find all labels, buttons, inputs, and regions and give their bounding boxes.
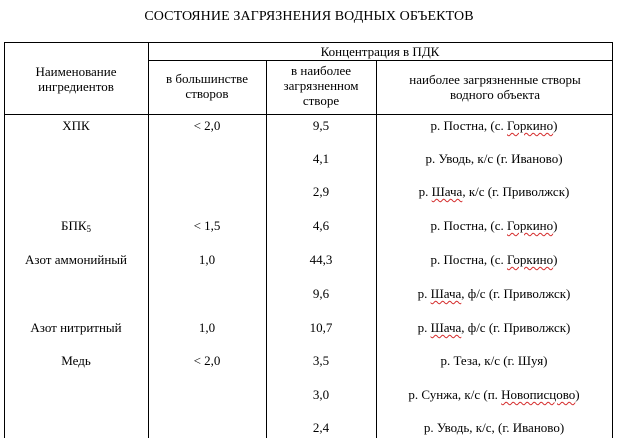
- ingredient-name: [4, 218, 148, 237]
- ingredient-name: [4, 320, 148, 335]
- most-polluted-value: 3,0: [312, 387, 330, 402]
- majority-value: < 1,5: [193, 218, 221, 233]
- most-polluted-value: 2,9: [312, 184, 330, 199]
- site-text-suffix: ): [553, 218, 558, 233]
- column-divider-1: [148, 42, 149, 438]
- site-text-prefix: р. Постна, (с.: [430, 118, 508, 133]
- site-text-prefix: р. Теза, к/с (г. Шуя): [440, 353, 548, 368]
- ingredient-name-text: Азот аммонийный: [25, 252, 127, 267]
- most-polluted-value: 4,6: [312, 218, 330, 233]
- site-text-prefix: р. Уводь, к/с (г. Иваново): [425, 151, 563, 166]
- site-text-spellcheck-flagged: Горкино: [507, 218, 554, 233]
- site-text-spellcheck-flagged: Шача: [430, 320, 462, 335]
- site-text-suffix: , к/с (г. Приволжск): [462, 184, 570, 199]
- site-text-suffix: , ф/с (г. Приволжск): [461, 286, 571, 301]
- site-text-prefix: р.: [417, 320, 431, 335]
- site-text-suffix: ): [553, 252, 558, 267]
- majority-value: < 2,0: [193, 353, 221, 368]
- group-header-divider: [148, 60, 612, 61]
- header-most-polluted-site: в наиболее загрязненном створе: [283, 63, 359, 108]
- site-text-prefix: р. Уводь, к/с, (г. Иваново): [423, 420, 565, 435]
- table-left-border: [4, 42, 5, 438]
- ingredient-name-text: ХПК: [62, 118, 90, 133]
- table-right-border: [612, 42, 613, 438]
- most-polluted-value: 4,1: [312, 151, 330, 166]
- polluted-site: [376, 286, 612, 301]
- majority-value: 1,0: [198, 252, 216, 267]
- site-text-prefix: р.: [417, 286, 431, 301]
- majority-value: < 2,0: [193, 118, 221, 133]
- header-majority-sites: в большинстве створов: [166, 71, 248, 101]
- site-text-suffix: ): [553, 118, 558, 133]
- polluted-site: [376, 184, 612, 199]
- polluted-site: [376, 320, 612, 335]
- table-top-border: [4, 42, 612, 43]
- site-text-spellcheck-flagged: Горкино: [507, 252, 554, 267]
- site-text-prefix: р. Постна, (с.: [430, 218, 508, 233]
- ingredient-name-text: БПК: [60, 218, 87, 233]
- most-polluted-value: 44,3: [309, 252, 333, 267]
- ingredient-name-subscript: 5: [86, 224, 92, 234]
- most-polluted-value: 3,5: [312, 353, 330, 368]
- site-text-prefix: р. Постна, (с.: [430, 252, 508, 267]
- header-ingredient-name: Наименование ингредиентов: [35, 64, 117, 94]
- site-text-spellcheck-flagged: Шача: [431, 184, 463, 199]
- site-text-prefix: р.: [418, 184, 432, 199]
- ingredient-name-text: Азот нитритный: [30, 320, 122, 335]
- majority-value: 1,0: [198, 320, 216, 335]
- document-title: СОСТОЯНИЕ ЗАГРЯЗНЕНИЯ ВОДНЫХ ОБЪЕКТОВ: [144, 9, 474, 24]
- most-polluted-value: 10,7: [309, 320, 333, 335]
- header-concentration-group: Концентрация в ПДК: [320, 44, 440, 59]
- site-text-prefix: р. Сунжа, к/с (п.: [408, 387, 502, 402]
- header-polluted-sites: наиболее загрязненные створы водного объекта: [409, 72, 581, 102]
- header-bottom-border: [4, 114, 612, 115]
- most-polluted-value: 9,6: [312, 286, 330, 301]
- polluted-site: [376, 218, 612, 233]
- ingredient-name: [4, 353, 148, 368]
- column-divider-2: [266, 60, 267, 438]
- pollution-table: [0, 42, 618, 438]
- column-divider-3: [376, 60, 377, 438]
- site-text-spellcheck-flagged: Новописцово: [501, 387, 576, 402]
- site-text-spellcheck-flagged: Горкино: [507, 118, 554, 133]
- ingredient-name: [4, 118, 148, 133]
- polluted-site: [376, 353, 612, 368]
- most-polluted-value: 9,5: [312, 118, 330, 133]
- most-polluted-value: 2,4: [312, 420, 330, 435]
- site-text-suffix: , ф/с (г. Приволжск): [461, 320, 571, 335]
- ingredient-name: [4, 252, 148, 267]
- site-text-suffix: ): [575, 387, 580, 402]
- polluted-site: [376, 387, 612, 402]
- polluted-site: [376, 420, 612, 435]
- polluted-site: [376, 252, 612, 267]
- ingredient-name-text: Медь: [61, 353, 91, 368]
- polluted-site: [376, 151, 612, 166]
- site-text-spellcheck-flagged: Шача: [430, 286, 462, 301]
- polluted-site: [376, 118, 612, 133]
